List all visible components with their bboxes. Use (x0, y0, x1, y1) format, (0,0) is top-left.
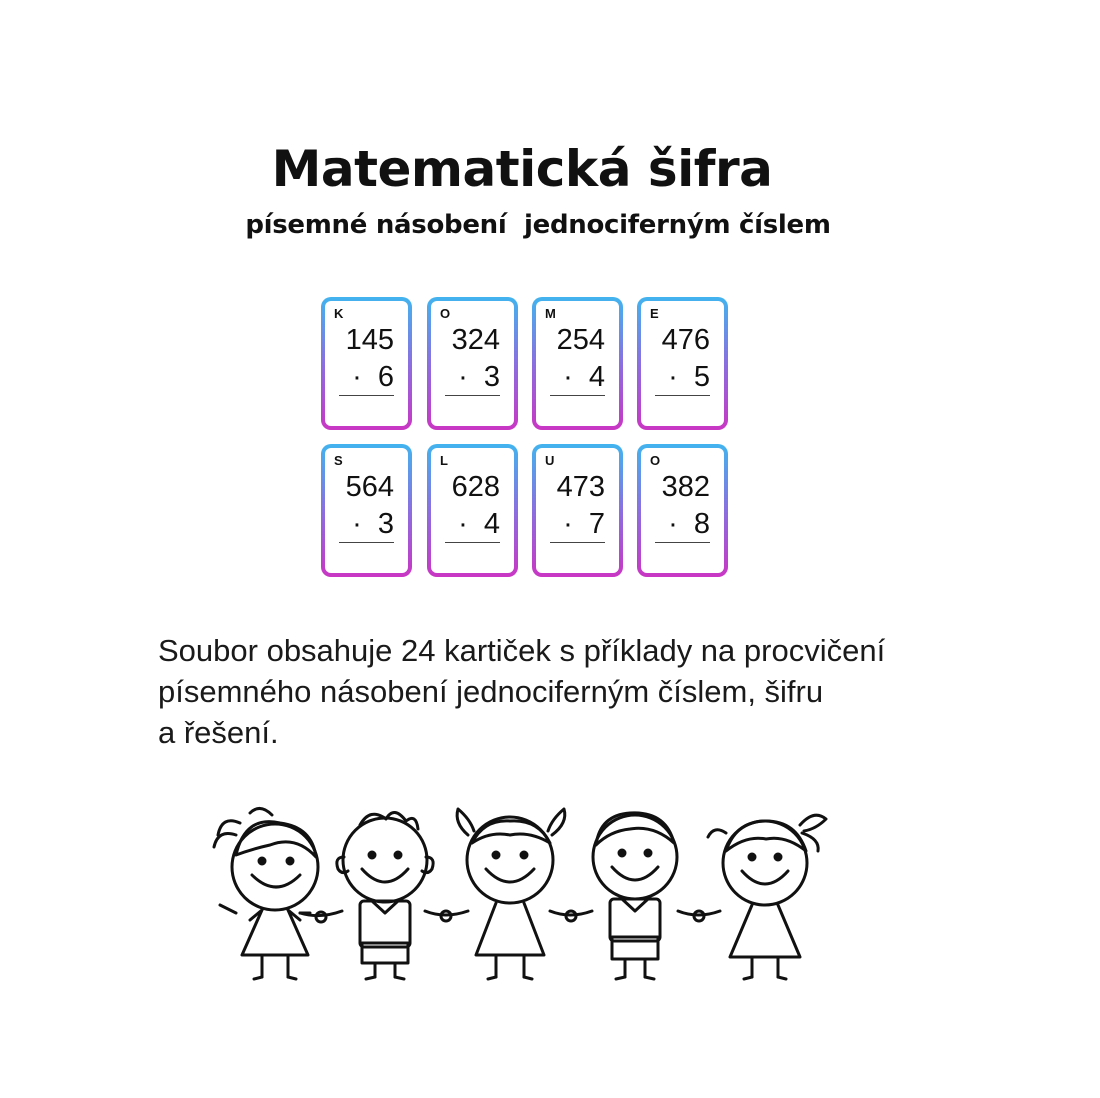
cipher-card (532, 444, 623, 577)
card-letter: L (440, 453, 448, 468)
card-multiplier: · 4 (458, 508, 500, 540)
card-number: 145 (345, 324, 394, 356)
card-multiplier: · 6 (352, 361, 394, 393)
card-letter: S (334, 453, 343, 468)
card-result-line (445, 395, 500, 396)
cipher-card (427, 297, 518, 430)
description-line: a řešení. (158, 715, 279, 750)
cipher-card (427, 444, 518, 577)
card-result-line (339, 395, 394, 396)
card-letter: M (545, 306, 556, 321)
cipher-card (637, 297, 728, 430)
card-number: 628 (451, 471, 500, 503)
page-subtitle: písemné násobení jednociferným číslem (245, 210, 831, 240)
card-result-line (550, 395, 605, 396)
description-line: písemného násobení jednociferným číslem, šifru (158, 674, 824, 709)
card-result-line (445, 542, 500, 543)
child-figure (337, 812, 433, 979)
description-line: Soubor obsahuje 24 kartiček s příklady na procvičení (158, 633, 886, 668)
card-multiplier: · 5 (668, 361, 710, 393)
card-number: 382 (661, 471, 710, 503)
card-result-line (339, 542, 394, 543)
child-figure (708, 815, 826, 979)
child-figure (457, 809, 565, 979)
card-letter: U (545, 453, 555, 468)
card-number: 564 (345, 471, 394, 503)
card-number: 324 (451, 324, 500, 356)
card-multiplier: · 7 (563, 508, 605, 540)
cipher-card (637, 444, 728, 577)
card-letter: O (650, 453, 661, 468)
card-number: 476 (661, 324, 710, 356)
card-result-line (655, 542, 710, 543)
card-result-line (550, 542, 605, 543)
page-title: Matematická šifra (271, 140, 773, 198)
card-letter: K (334, 306, 344, 321)
children-holding-hands-icon (200, 795, 840, 995)
card-number: 254 (556, 324, 605, 356)
cipher-card (532, 297, 623, 430)
card-letter: O (440, 306, 451, 321)
card-letter: E (650, 306, 659, 321)
card-multiplier: · 3 (352, 508, 394, 540)
cipher-card (321, 297, 412, 430)
cipher-card (321, 444, 412, 577)
card-result-line (655, 395, 710, 396)
card-multiplier: · 8 (668, 508, 710, 540)
child-figure (214, 808, 318, 979)
description (158, 630, 1058, 753)
card-multiplier: · 3 (458, 361, 500, 393)
card-multiplier: · 4 (563, 361, 605, 393)
card-number: 473 (556, 471, 605, 503)
child-figure (593, 813, 677, 979)
